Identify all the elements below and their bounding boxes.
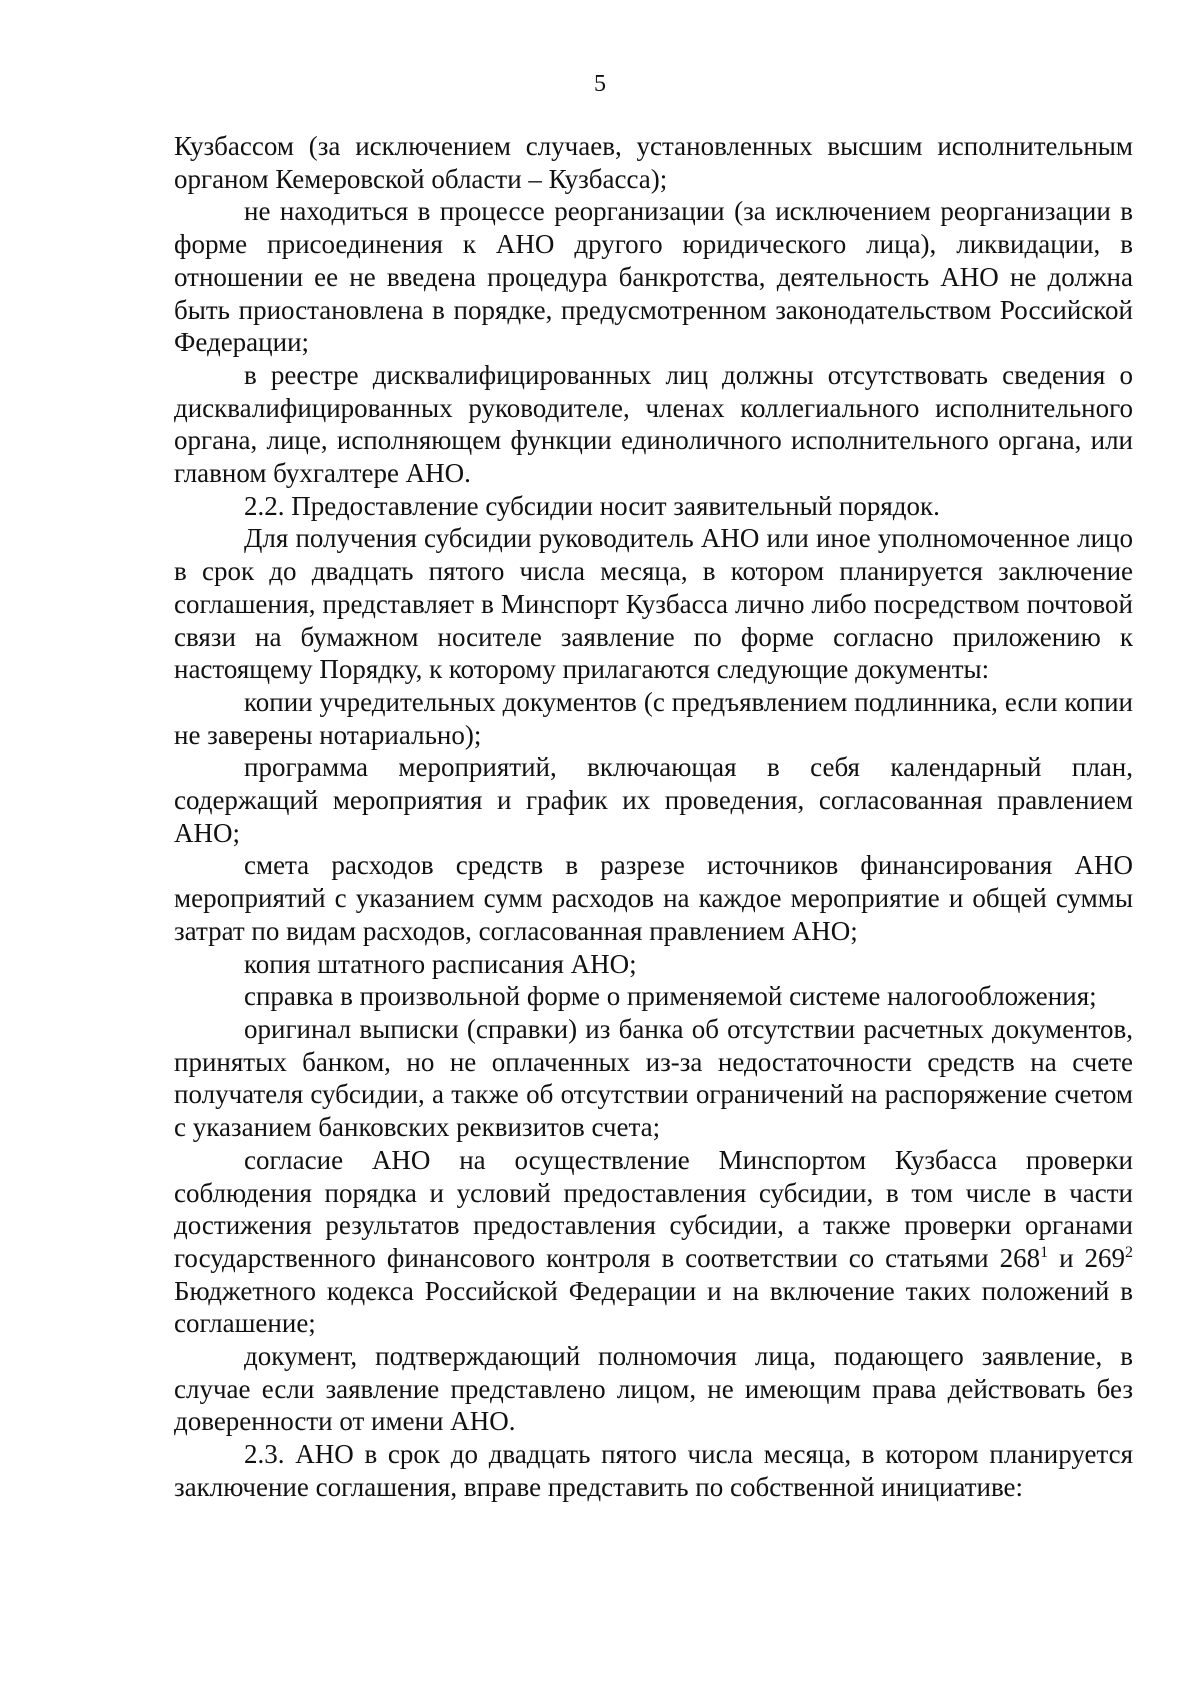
document-body <box>174 130 1133 1504</box>
paragraph-text-segment: Бюджетного кодекса Российской Федерации и на включение таких положений в соглашение; <box>174 1275 1133 1339</box>
paragraph: в реестре дисквалифицированных лиц должны отсутствовать сведения о дисквалифицированных руководителе, членах коллегиального исполнительного органа, лице, исполняющем функции единоличного исполнительного органа, или главном бухгалтере АНО. <box>174 359 1133 489</box>
footnote-superscript: 2 <box>1125 1243 1133 1261</box>
paragraph: Кузбассом (за исключением случаев, установленных высшим исполнительным органом Кемеровской области – Кузбасса); <box>174 131 1133 194</box>
paragraph: не находиться в процессе реорганизации (за исключением реорганизации в форме присоединения к АНО другого юридического лица), ликвидации, в отношении ее не введена процедура банкротства, деятельность АНО не должна быть приостановлена в порядке, предусмотренном законодательством Российской Федерации; <box>174 196 1133 358</box>
footnote-superscript: 1 <box>1040 1243 1049 1261</box>
paragraph: оригинал выписки (справки) из банка об отсутствии расчетных документов, принятых банком, но не оплаченных из-за недостаточности средств на счете получателя субсидии, а также об отсутствии ограничений на распоряжение счетом с указанием банковских реквизитов счета; <box>174 1013 1133 1143</box>
paragraph: 2.3. АНО в срок до двадцать пятого числа месяца, в котором планируется заключение соглашения, вправе представить по собственной инициативе: <box>174 1439 1133 1502</box>
paragraph: копия штатного расписания АНО; <box>244 948 637 979</box>
paragraph: программа мероприятий, включающая в себя календарный план, содержащий мероприятия и график их проведения, согласованная правлением АНО; <box>174 752 1133 848</box>
paragraph: документ, подтверждающий полномочия лица, подающего заявление, в случае если заявление представлено лицом, не имеющим права действовать без доверенности от имени АНО. <box>174 1341 1133 1437</box>
paragraph: Для получения субсидии руководитель АНО или иное уполномоченное лицо в срок до двадцать пятого числа месяца, в котором планируется заключение соглашения, представляет в Минспорт Кузбасса лично либо посредством почтовой связи на бумажном носителе заявление по форме согласно приложению к настоящему Порядку, к которому прилагаются следующие документы: <box>174 523 1133 685</box>
paragraph: справка в произвольной форме о применяемой системе налогообложения; <box>244 981 1097 1012</box>
paragraph-text-segment: согласие АНО на осуществление Минспортом Кузбасса проверки соблюдения порядка и условий предоставления субсидии, в том числе в части достижения результатов предоставления субсидии, а также проверки органами государственного финансового контроля в соответствии со статьями 268 <box>174 1144 1133 1273</box>
paragraph-text-segment: и 269 <box>1048 1242 1125 1273</box>
paragraph <box>174 1144 1133 1340</box>
paragraph: смета расходов средств в разрезе источников финансирования АНО мероприятий с указанием сумм расходов на каждое мероприятие и общей суммы затрат по видам расходов, согласованная правлением АНО; <box>174 850 1133 946</box>
page-number: 5 <box>594 71 606 97</box>
paragraph: 2.2. Предоставление субсидии носит заявительный порядок. <box>244 490 940 521</box>
paragraph: копии учредительных документов (с предъявлением подлинника, если копии не заверены нотариально); <box>174 686 1133 750</box>
